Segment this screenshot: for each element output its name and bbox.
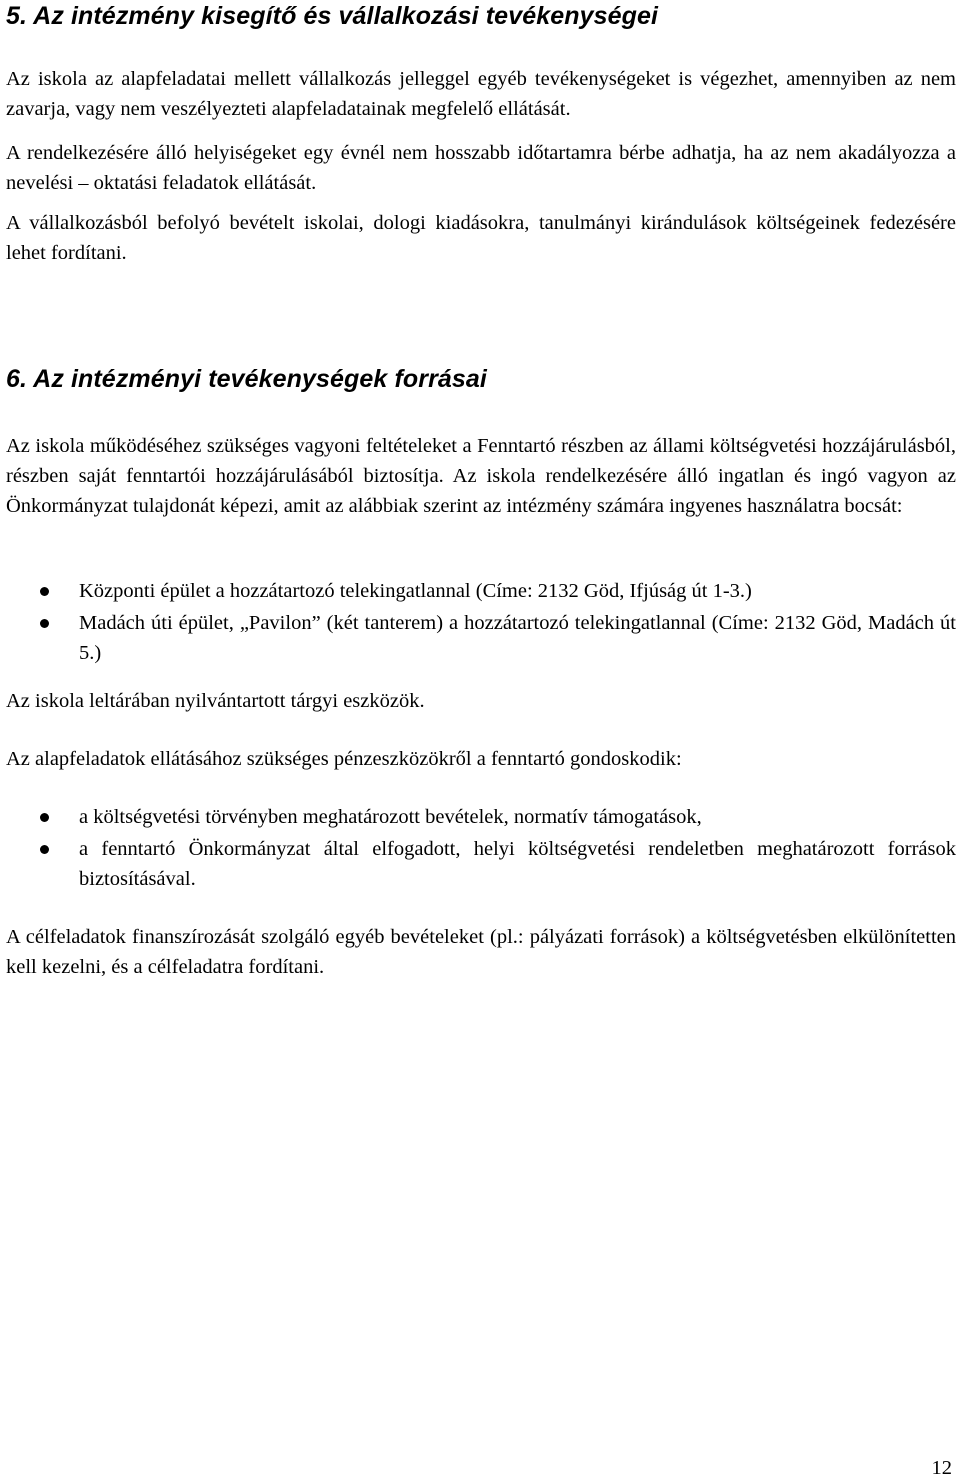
list-item — [6, 834, 956, 894]
section-5-paragraph-1: Az iskola az alapfeladatai mellett vállalkozás jelleggel egyéb tevékenységeket is végezhet, amennyiben az nem zavarja, vagy nem veszélyezteti alapfeladatainak megfelelő ellátását. — [6, 68, 956, 120]
bullet-icon — [40, 619, 49, 628]
closing-paragraph: A célfeladatok finanszírozását szolgáló egyéb bevételeket (pl.: pályázati források) a költségvetésben elkülönítetten kell kezelni, és a célfeladatra fordítani. — [6, 926, 956, 978]
section-6-intro: Az iskola működéséhez szükséges vagyoni feltételeket a Fenntartó részben az állami költségvetési hozzájárulásból, részben saját fenntartói hozzájárulásából biztosítja. Az iskola rendelkezésére álló ingatlan és ingó vagyon az Önkormányzat tulajdonát képezi, amit az alábbiak szerint az intézmény számára ingyenes használatra bocsát: — [6, 435, 956, 517]
bullet-icon — [40, 813, 49, 822]
list-item-text: Madách úti épület, „Pavilon” (két tanterem) a hozzátartozó telekingatlannal (Címe: 2132 Göd, Madách út 5.) — [79, 612, 956, 664]
section-5-heading: 5. Az intézmény kisegítő és vállalkozási tevékenységei — [6, 2, 659, 30]
page-number: 12 — [931, 1457, 952, 1479]
list-item — [6, 608, 956, 668]
section-6-heading: 6. Az intézményi tevékenységek forrásai — [6, 365, 487, 393]
list-item — [6, 576, 956, 606]
list-item — [6, 802, 956, 832]
section-5-paragraph-2: A rendelkezésére álló helyiségeket egy évnél nem hosszabb időtartamra bérbe adhatja, ha az nem akadályozza a nevelési – oktatási feladatok ellátását. — [6, 142, 956, 194]
section-5-paragraph-3: A vállalkozásból befolyó bevételt iskolai, dologi kiadásokra, tanulmányi kirándulások költségeinek fedezésére lehet fordítani. — [6, 212, 956, 264]
bullet-icon — [40, 845, 49, 854]
buildings-list — [6, 576, 956, 670]
inventory-paragraph: Az iskola leltárában nyilvántartott tárgyi eszközök. — [6, 690, 425, 712]
list-item-text: a költségvetési törvényben meghatározott bevételek, normatív támogatások, — [79, 806, 702, 828]
funding-intro: Az alapfeladatok ellátásához szükséges pénzeszközökről a fenntartó gondoskodik: — [6, 748, 682, 770]
funding-list — [6, 802, 956, 896]
list-item-text: a fenntartó Önkormányzat által elfogadott, helyi költségvetési rendeletben meghatározott források biztosításával. — [79, 838, 956, 890]
bullet-icon — [40, 587, 49, 596]
list-item-text: Központi épület a hozzátartozó telekingatlannal (Címe: 2132 Göd, Ifjúság út 1-3.) — [79, 580, 752, 602]
